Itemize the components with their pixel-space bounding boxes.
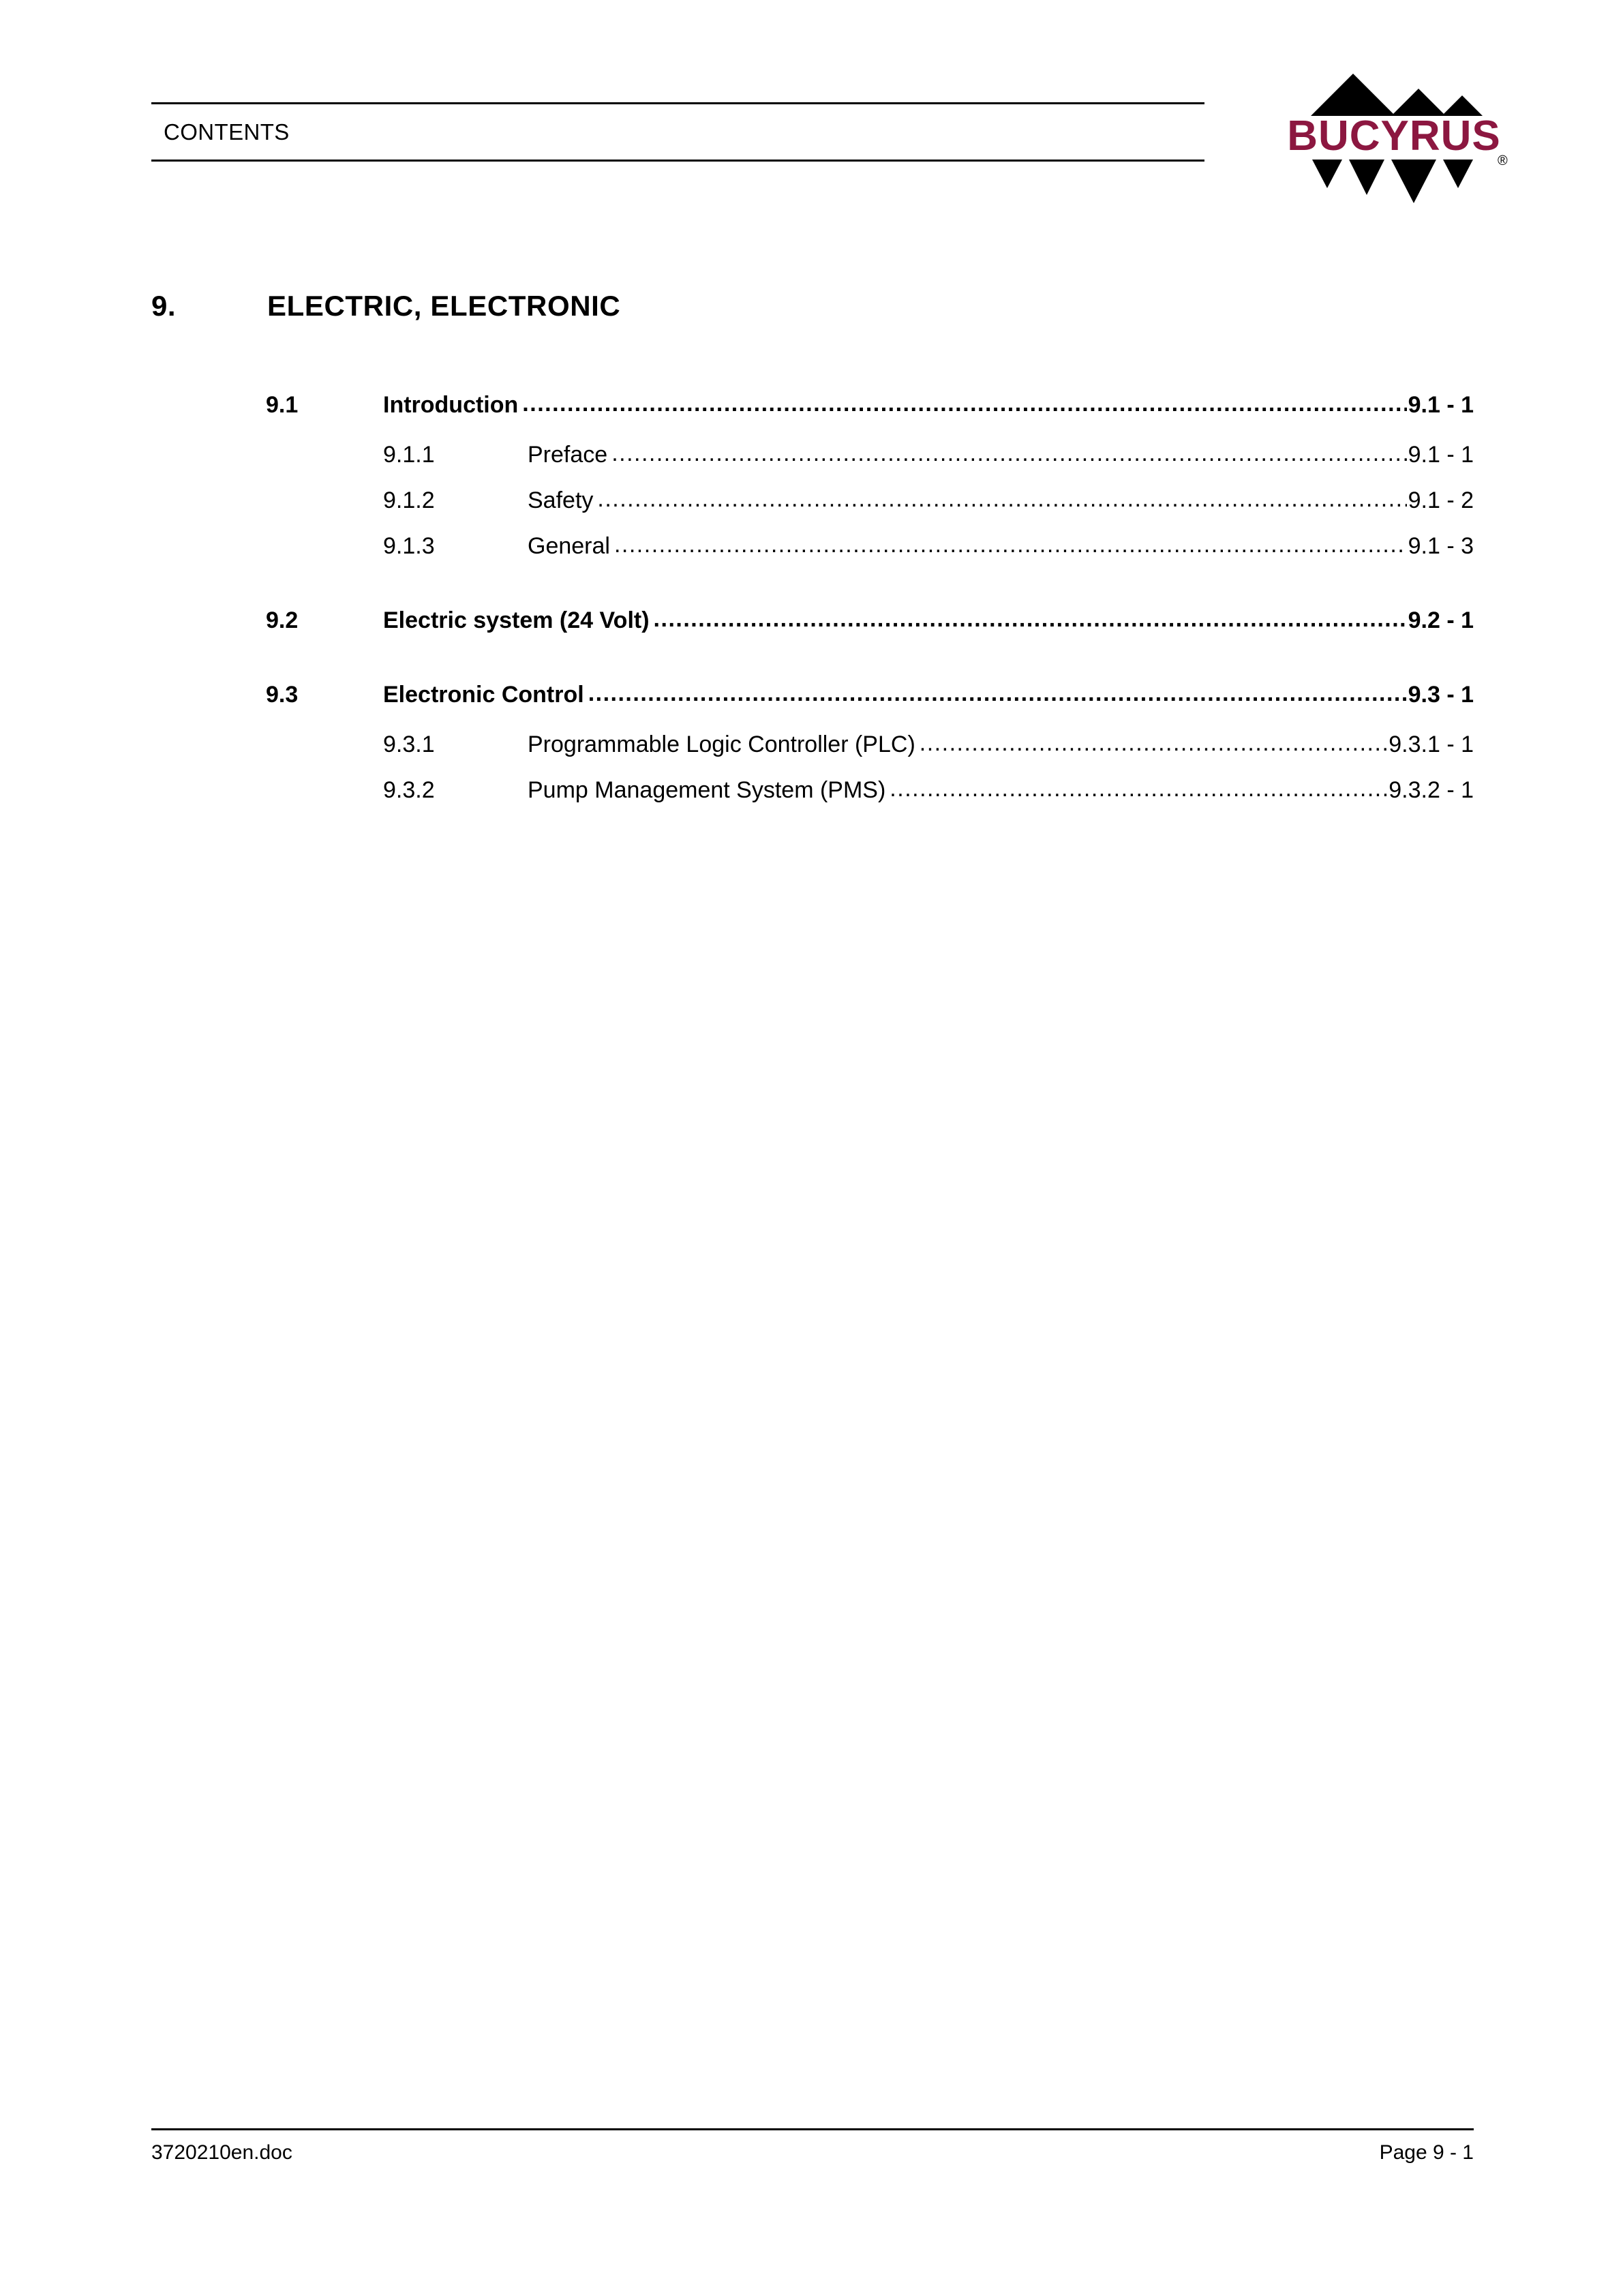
toc-leader [522, 392, 1406, 415]
toc-group-spacer [151, 634, 1474, 652]
toc-entry[interactable] [151, 392, 1474, 419]
toc-entry-number: 9.3 [266, 682, 299, 708]
toc-entry-page: 9.2 - 1 [1408, 607, 1474, 633]
page-header [151, 102, 1204, 162]
page-footer [151, 2128, 1474, 2164]
toc-leader [890, 777, 1387, 800]
toc-leader [588, 682, 1407, 705]
toc-entry-page: 9.3.2 - 1 [1389, 777, 1474, 803]
toc-entry-page: 9.3.1 - 1 [1389, 731, 1474, 757]
toc-entry-number: 9.2 [266, 607, 299, 633]
toc-entry-title: Safety [528, 487, 594, 513]
toc-entry[interactable] [151, 777, 1474, 804]
toc-entry-title: Programmable Logic Controller (PLC) [528, 731, 915, 757]
toc-group-spacer [151, 560, 1474, 577]
svg-text:BUCYRUS: BUCYRUS [1287, 112, 1501, 160]
toc-entry-title: Introduction [383, 392, 519, 418]
header-rule-bottom [151, 160, 1204, 162]
toc-entry-title: General [528, 533, 610, 559]
toc-entry[interactable] [151, 731, 1474, 758]
toc-entry[interactable] [151, 487, 1474, 514]
toc-leader [614, 533, 1407, 556]
footer-document-name: 3720210en.doc [151, 2141, 292, 2164]
svg-text:®: ® [1498, 153, 1508, 168]
toc-entry-page: 9.3 - 1 [1408, 682, 1474, 708]
toc-entry-page: 9.1 - 1 [1408, 392, 1474, 418]
toc-entry-title: Electronic Control [383, 682, 584, 708]
toc-leader [611, 442, 1406, 465]
toc-entry-number: 9.3.2 [383, 777, 435, 803]
toc-entry-number: 9.1.2 [383, 487, 435, 513]
chapter-number: 9. [151, 290, 177, 322]
toc-entry-title: Pump Management System (PMS) [528, 777, 886, 803]
toc-entry-page: 9.1 - 2 [1408, 487, 1474, 513]
toc-leader [654, 607, 1407, 631]
bucyrus-logo [1258, 74, 1530, 203]
toc-entry-number: 9.3.1 [383, 731, 435, 757]
toc-leader [597, 487, 1406, 511]
toc-entry[interactable] [151, 607, 1474, 634]
toc-leader [920, 731, 1387, 755]
table-of-contents [151, 392, 1474, 804]
toc-entry[interactable] [151, 682, 1474, 708]
toc-entry-page: 9.1 - 3 [1408, 533, 1474, 559]
toc-entry[interactable] [151, 533, 1474, 560]
toc-entry-number: 9.1 [266, 392, 299, 418]
toc-entry-number: 9.1.1 [383, 442, 435, 468]
header-label: CONTENTS [164, 119, 290, 145]
toc-entry[interactable] [151, 442, 1474, 468]
footer-page-number: Page 9 - 1 [1379, 2141, 1474, 2164]
toc-entry-title: Preface [528, 442, 608, 468]
toc-entry-title: Electric system (24 Volt) [383, 607, 650, 633]
chapter-heading [151, 290, 1310, 322]
page-title: ELECTRIC, ELECTRONIC [267, 290, 621, 322]
toc-entry-page: 9.1 - 1 [1408, 442, 1474, 468]
toc-entry-number: 9.1.3 [383, 533, 435, 559]
